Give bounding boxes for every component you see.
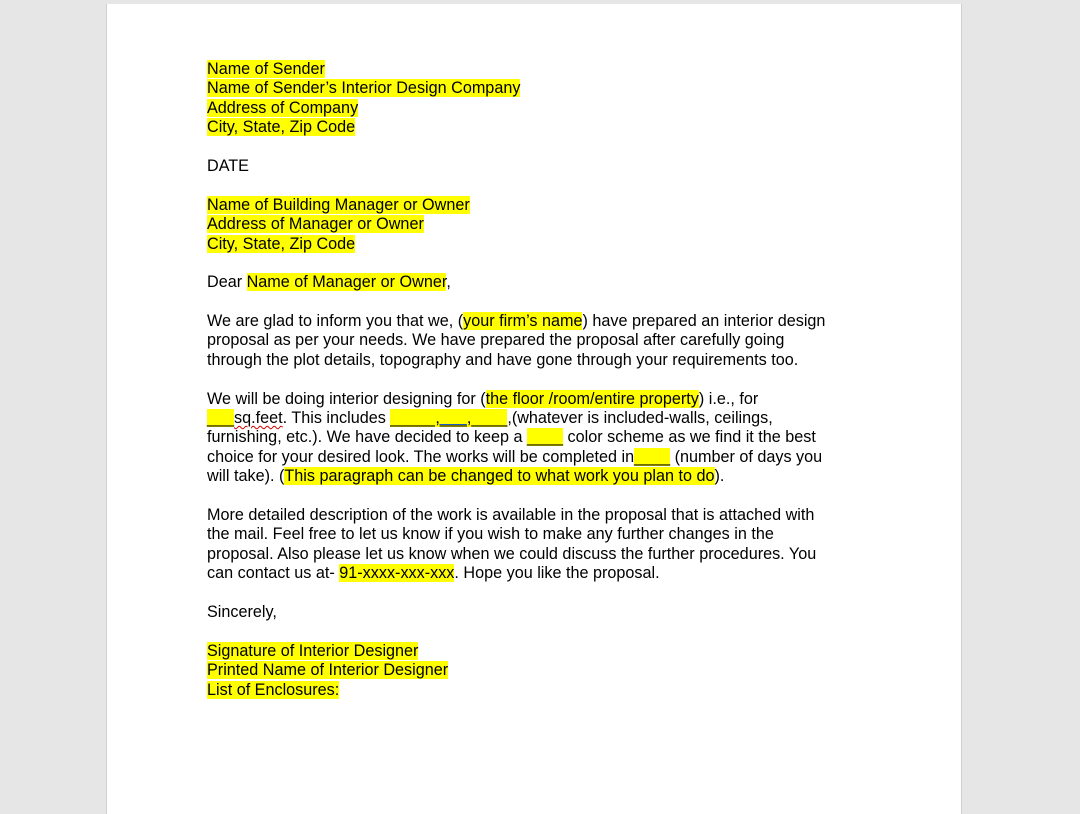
sender-company: Name of Sender’s Interior Design Company xyxy=(207,79,521,98)
paragraph-3-line-1: More detailed description of the work is available in the proposal that is attached with xyxy=(207,505,815,524)
spacer xyxy=(207,176,867,195)
recipient-line-1 xyxy=(207,196,867,215)
sender-address: Address of Company xyxy=(207,98,359,117)
recipient-name: Name of Building Manager or Owner xyxy=(207,195,470,214)
sender-block-line-3 xyxy=(207,99,867,118)
includes-blank-2: ,___ xyxy=(435,409,467,428)
text-run: ) have prepared an interior design xyxy=(582,312,826,331)
editable-note: This paragraph can be changed to what work you plan to do xyxy=(284,467,715,486)
text-run: . Hope you like the proposal. xyxy=(454,564,660,583)
paragraph-2-line-5 xyxy=(207,467,867,486)
printed-name-placeholder: Printed Name of Interior Designer xyxy=(207,661,449,680)
letter-body[interactable] xyxy=(207,60,867,700)
enclosures-placeholder: List of Enclosures: xyxy=(207,680,340,699)
salutation-prefix: Dear xyxy=(207,273,247,292)
includes-blank-3: ,____ xyxy=(466,409,508,428)
paragraph-2-line-1 xyxy=(207,390,867,409)
signature-line-2 xyxy=(207,661,867,680)
document-page[interactable] xyxy=(106,4,962,814)
paragraph-2 xyxy=(207,390,867,487)
spacer xyxy=(207,293,867,312)
signature-line-1 xyxy=(207,642,867,661)
paragraph-1-line-3: through the plot details, topography and have gone through your requirements too. xyxy=(207,350,799,369)
spacer xyxy=(207,487,867,506)
signature-line-3 xyxy=(207,681,867,700)
text-run: ,(whatever is included-walls, ceilings, xyxy=(507,409,773,428)
text-run: ) i.e., for xyxy=(698,389,759,408)
paragraph-3-line-3: proposal. Also please let us know when we could discuss the further procedures. You xyxy=(207,544,817,563)
phone-number: 91-xxxx-xxx-xxx xyxy=(339,564,455,583)
spacer xyxy=(207,254,867,273)
paragraph-2-line-2 xyxy=(207,409,867,428)
text-run: . This includes xyxy=(282,409,391,428)
text-run: We are glad to inform you that we, ( xyxy=(207,312,464,331)
color-blank: ____ xyxy=(527,428,564,447)
area-blank: ___ xyxy=(207,409,235,428)
paragraph-1 xyxy=(207,312,867,370)
spacer xyxy=(207,370,867,389)
sq-feet-text: sq.feet xyxy=(234,409,283,428)
includes-blank-1: _____ xyxy=(390,409,436,428)
paragraph-3 xyxy=(207,506,867,584)
spacer xyxy=(207,584,867,603)
paragraph-3-line-2: the mail. Feel free to let us know if you wish to make any further changes in the xyxy=(207,525,774,544)
recipient-line-3 xyxy=(207,235,867,254)
recipient-city: City, State, Zip Code xyxy=(207,234,356,253)
text-run: choice for your desired look. The works will be completed in xyxy=(207,447,635,466)
paragraph-3-line-4 xyxy=(207,564,867,583)
scope-placeholder: the floor /room/entire property xyxy=(485,389,699,408)
text-run: ). xyxy=(714,467,725,486)
paragraph-2-line-4 xyxy=(207,448,867,467)
text-run: color scheme as we find it the best xyxy=(563,428,816,447)
spacer xyxy=(207,622,867,641)
salutation xyxy=(207,273,867,292)
sender-block-line-1 xyxy=(207,60,867,79)
salutation-name: Name of Manager or Owner xyxy=(246,273,447,292)
signature-placeholder: Signature of Interior Designer xyxy=(207,641,419,660)
salutation-suffix: , xyxy=(446,273,451,292)
spacer xyxy=(207,138,867,157)
paragraph-2-line-3 xyxy=(207,428,867,447)
days-blank: ____ xyxy=(634,447,671,466)
text-run: will take). ( xyxy=(207,467,285,486)
text-run: can contact us at- xyxy=(207,564,340,583)
sender-name: Name of Sender xyxy=(207,60,325,78)
closing: Sincerely, xyxy=(207,602,277,621)
sender-block-line-4 xyxy=(207,118,867,137)
text-run: We will be doing interior designing for ( xyxy=(207,389,486,408)
sender-city: City, State, Zip Code xyxy=(207,118,356,137)
paragraph-1-line-2: proposal as per your needs. We have prepared the proposal after carefully going xyxy=(207,331,785,350)
paragraph-1-line-1 xyxy=(207,312,867,331)
text-run: (number of days you xyxy=(670,447,823,466)
sender-block-line-2 xyxy=(207,79,867,98)
letter-date: DATE xyxy=(207,156,249,175)
recipient-address: Address of Manager or Owner xyxy=(207,215,424,234)
text-run: furnishing, etc.). We have decided to keep a xyxy=(207,428,528,447)
firm-name-placeholder: your firm’s name xyxy=(463,312,583,331)
recipient-line-2 xyxy=(207,215,867,234)
